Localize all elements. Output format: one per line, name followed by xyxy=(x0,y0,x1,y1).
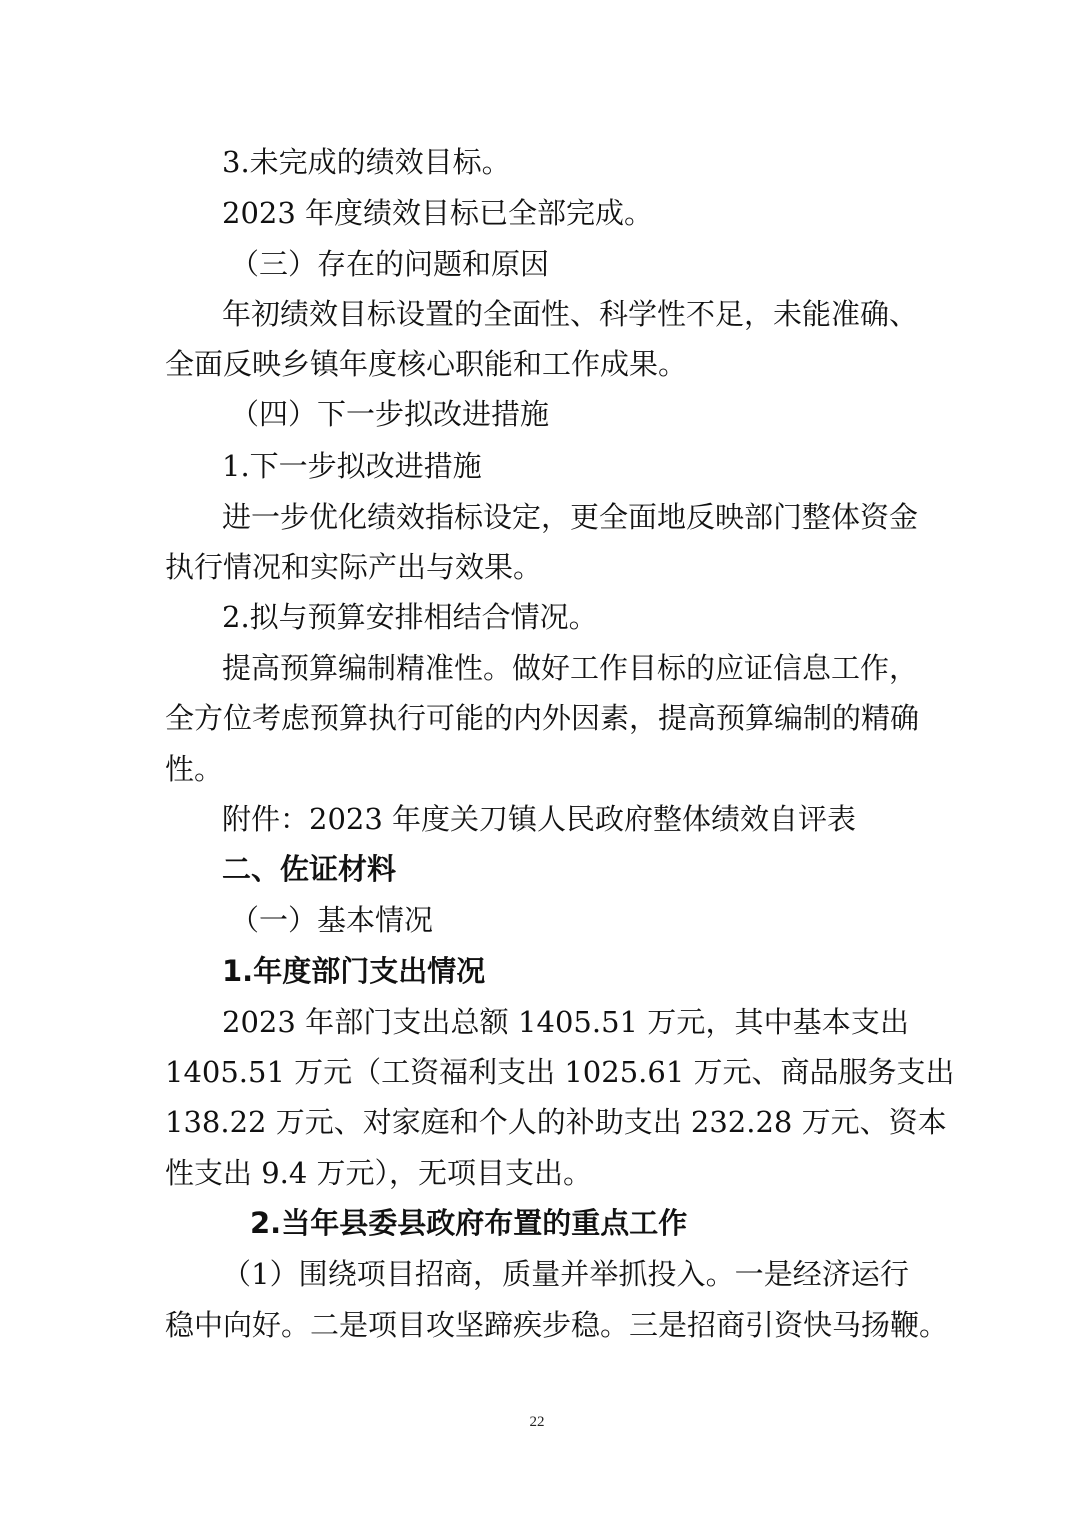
paragraph-line: 提高预算编制精准性。做好工作目标的应证信息工作， xyxy=(222,651,919,685)
paragraph-line: 年初绩效目标设置的全面性、科学性不足，未能准确、 xyxy=(222,297,919,331)
paragraph-line: 进一步优化绩效指标设定，更全面地反映部门整体资金 xyxy=(222,500,919,534)
paragraph-line: 1405.51 万元（工资福利支出 1025.61 万元、商品服务支出 xyxy=(165,1055,955,1089)
paragraph-line: 3.未完成的绩效目标。 xyxy=(222,145,511,179)
paragraph-line: 全方位考虑预算执行可能的内外因素，提高预算编制的精确 xyxy=(165,701,920,735)
section-heading: 2.当年县委县政府布置的重点工作 xyxy=(250,1206,688,1240)
paragraph-line: 执行情况和实际产出与效果。 xyxy=(165,550,543,584)
section-heading: 1.年度部门支出情况 xyxy=(222,954,486,988)
paragraph-line: （1）围绕项目招商，质量并举抓投入。一是经济运行 xyxy=(222,1257,909,1291)
section-heading: （一）基本情况 xyxy=(230,903,434,937)
paragraph-line: 性支出 9.4 万元），无项目支出。 xyxy=(165,1156,593,1190)
paragraph-line: 稳中向好。二是项目攻坚蹄疾步稳。三是招商引资快马扬鞭。 xyxy=(165,1308,949,1342)
section-heading: 二、佐证材料 xyxy=(222,852,397,886)
paragraph-line: 2023 年度绩效目标已全部完成。 xyxy=(222,196,654,230)
section-heading: （三）存在的问题和原因 xyxy=(230,247,550,281)
paragraph-line: 性。 xyxy=(165,752,224,786)
page-number: 22 xyxy=(529,1414,545,1430)
attachment-line: 附件：2023 年度关刀镇人民政府整体绩效自评表 xyxy=(222,802,857,836)
paragraph-line: 138.22 万元、对家庭和个人的补助支出 232.28 万元、资本 xyxy=(165,1105,947,1139)
paragraph-line: 2.拟与预算安排相结合情况。 xyxy=(222,600,598,634)
paragraph-line: 2023 年部门支出总额 1405.51 万元，其中基本支出 xyxy=(222,1005,909,1039)
section-heading: （四）下一步拟改进措施 xyxy=(230,397,550,431)
paragraph-line: 1.下一步拟改进措施 xyxy=(222,449,482,483)
paragraph-line: 全面反映乡镇年度核心职能和工作成果。 xyxy=(165,347,688,381)
